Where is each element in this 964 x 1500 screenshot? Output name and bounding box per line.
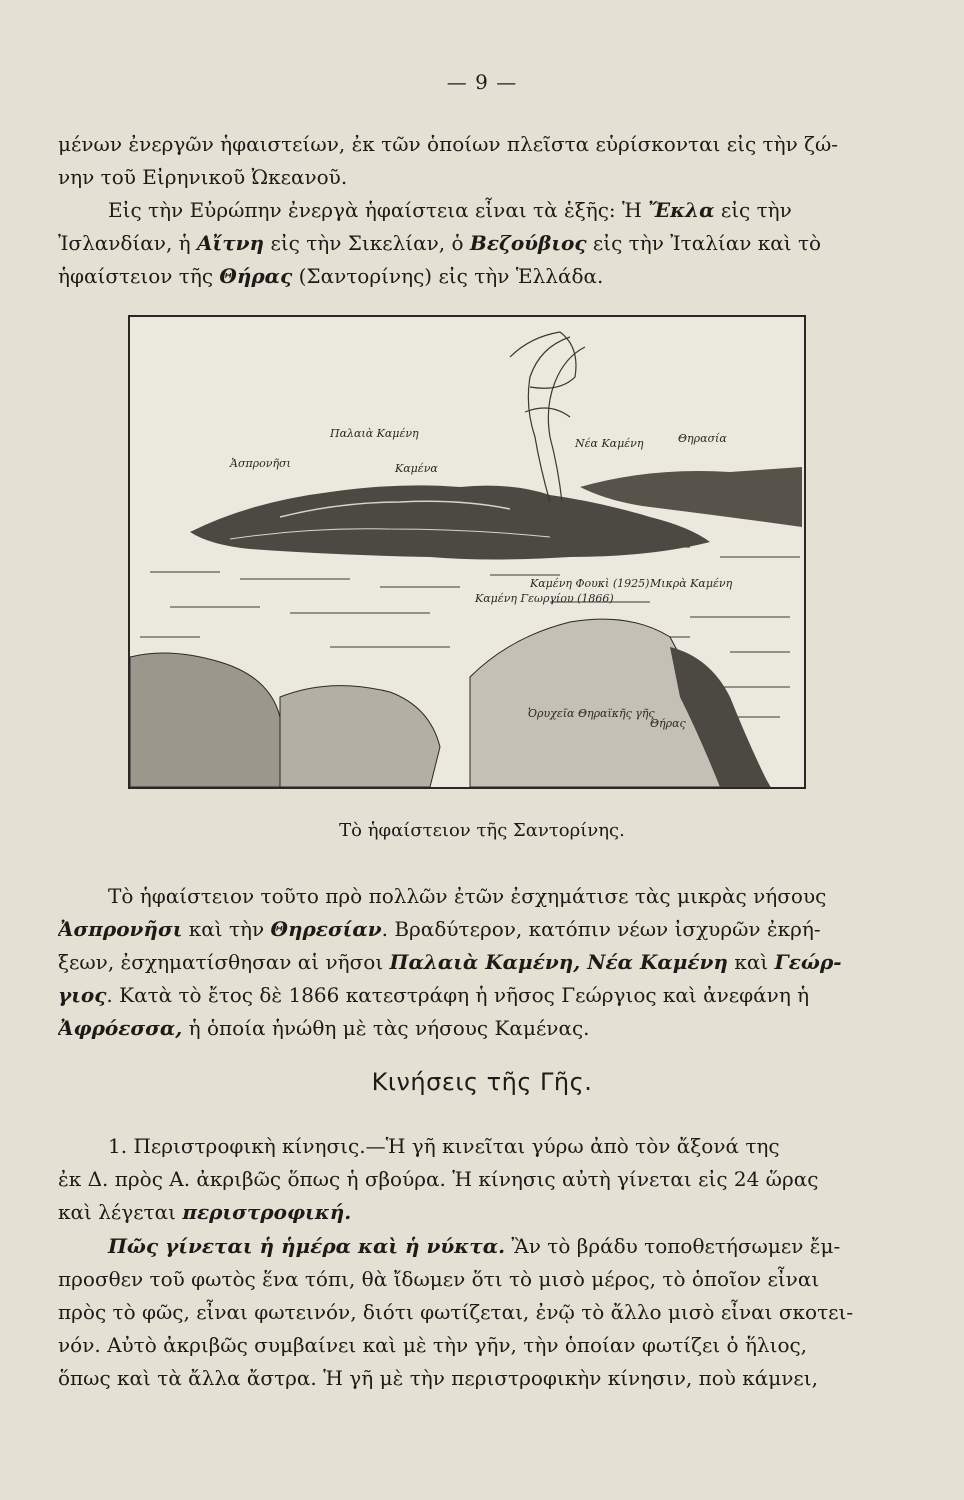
text-run: Ἰσλανδίαν, ἡ (58, 231, 198, 255)
text-run: καὶ τὴν (182, 917, 271, 941)
paragraph-5 (58, 1230, 868, 1395)
text-run: Εἰς τὴν Εὐρώπην ἐνεργὰ ἡφαίστεια εἶναι τὰ ἑξῆς: Ἡ (108, 198, 649, 222)
text-line: Τὸ ἡφαίστειον τοῦτο πρὸ πολλῶν ἐτῶν ἐσχημάτισε τὰς μικρὰς νήσους (108, 884, 827, 908)
term: περιστροφική. (182, 1200, 352, 1224)
paragraph-4 (58, 1130, 868, 1229)
label-kameni-fouki: Καμένη Φουκὶ (1925) (530, 577, 650, 590)
label-thirasia: Θηρασία (678, 432, 727, 445)
text-line: 1. Περιστροφικὴ κίνησις.—Ἡ γῆ κινεῖται γύρω ἀπὸ τὸν ἄξονά της (108, 1134, 780, 1158)
text-run: . Κατὰ τὸ ἔτος δὲ 1866 κατεστράφη ἡ νῆσος Γεώργιος καὶ ἀνεφάνη ἡ (106, 983, 810, 1007)
text-line: προσθεν τοῦ φωτὸς ἕνα τόπι, θὰ ἴδωμεν ὅτι τὸ μισὸ μέρος, τὸ ὁποῖον εἶναι (58, 1267, 820, 1291)
text-line: νόν. Αὐτὸ ἀκριβῶς συμβαίνει καὶ μὲ τὴν γῆν, τὴν ὁποίαν φωτίζει ὁ ἥλιος, (58, 1333, 808, 1357)
island-name: γιος (58, 983, 107, 1007)
santorini-illustration (128, 315, 806, 789)
left-cliff-2 (280, 686, 440, 787)
volcano-name: Αἴτνη (197, 231, 265, 255)
text-run: ξεων, ἐσχηματίσθησαν αἱ νῆσοι (58, 950, 390, 974)
text-line (58, 1012, 868, 1045)
text-line: ἐκ Δ. πρὸς Α. ἀκριβῶς ὅπως ἡ σβούρα. Ἡ κίνησις αὐτὴ γίνεται εἰς 24 ὥρας (58, 1167, 819, 1191)
paragraph-1 (58, 128, 868, 194)
text-line: ὅπως καὶ τὰ ἄλλα ἄστρα. Ἡ γῆ μὲ τὴν περιστροφικὴν κίνησιν, ποὺ κάμνει, (58, 1366, 818, 1390)
text-line (58, 1230, 868, 1263)
section-heading: Κινήσεις τῆς Γῆς. (371, 1068, 593, 1096)
label-kameni-georgiou: Καμένη Γεωργίου (1866) (475, 592, 614, 605)
text-line: μένων ἐνεργῶν ἡφαιστείων, ἐκ τῶν ὁποίων πλεῖστα εὑρίσκονται εἰς τὴν ζώ- (58, 132, 839, 156)
text-line (58, 194, 868, 227)
island-name: Θηρεσίαν (270, 917, 382, 941)
label-thiras: Θήρας (650, 717, 686, 730)
smoke-plume (510, 332, 585, 502)
volcano-drawing (130, 317, 804, 787)
text-run: (Σαντορίνης) εἰς τὴν Ἑλλάδα. (292, 264, 604, 288)
text-line: νην τοῦ Εἰρηνικοῦ Ὠκεανοῦ. (58, 165, 348, 189)
text-line (58, 260, 868, 293)
label-palaia-kameni: Παλαιὰ Καμένη (330, 427, 419, 440)
text-line (58, 227, 868, 260)
text-line (58, 946, 868, 979)
text-line (58, 979, 868, 1012)
text-run: ἡφαίστειον τῆς (58, 264, 220, 288)
text-line: πρὸς τὸ φῶς, εἶναι φωτεινόν, διότι φωτίζεται, ἐνῷ τὸ ἄλλο μισὸ εἶναι σκοτει- (58, 1300, 854, 1324)
text-run: καὶ (727, 950, 775, 974)
text-run: καὶ λέγεται (58, 1200, 183, 1224)
island-name: Γεώρ- (774, 950, 842, 974)
volcano-name: Θήρας (219, 264, 293, 288)
volcano-name: Βεζούβιος (469, 231, 587, 255)
text-run: εἰς τὴν (714, 198, 792, 222)
text-line (58, 1196, 868, 1229)
island-name: Παλαιὰ Καμένη, Νέα Καμένη (389, 950, 728, 974)
text-run: ἡ ὁποία ἡνώθη μὲ τὰς νήσους Καμένας. (182, 1016, 590, 1040)
island-name: Ἀσπρονῆσι (58, 917, 183, 941)
label-mikra-kameni: Μικρὰ Καμένη (650, 577, 733, 590)
paragraph-2 (58, 194, 868, 293)
figure-caption: Τὸ ἡφαίστειον τῆς Σαντορίνης. (339, 820, 625, 841)
paragraph-3 (58, 880, 868, 1045)
label-orygia: Ὀρυχεῖα Θηραϊκῆς γῆς (528, 707, 655, 720)
left-cliff (130, 653, 280, 787)
label-nea-kameni: Νέα Καμένη (575, 437, 644, 450)
label-kamenai: Καμένα (395, 462, 438, 475)
text-run: εἰς τὴν Σικελίαν, ὁ (264, 231, 470, 255)
text-run: εἰς τὴν Ἰταλίαν καὶ τὸ (586, 231, 822, 255)
text-run: Ἂν τὸ βράδυ τοποθετήσωμεν ἔμ- (505, 1234, 841, 1258)
island-name: Ἀφρόεσσα, (58, 1016, 183, 1040)
text-line (58, 913, 868, 946)
label-aspronisi: Ἀσπρονῆσι (230, 457, 291, 470)
text-run: . Βραδύτερον, κατόπιν νέων ἰσχυρῶν ἐκρή- (381, 917, 821, 941)
subheading: Πῶς γίνεται ἡ ἡμέρα καὶ ἡ νύκτα. (108, 1234, 506, 1258)
page-number: — 9 — (446, 70, 518, 94)
volcano-name: Ἔκλα (648, 198, 715, 222)
